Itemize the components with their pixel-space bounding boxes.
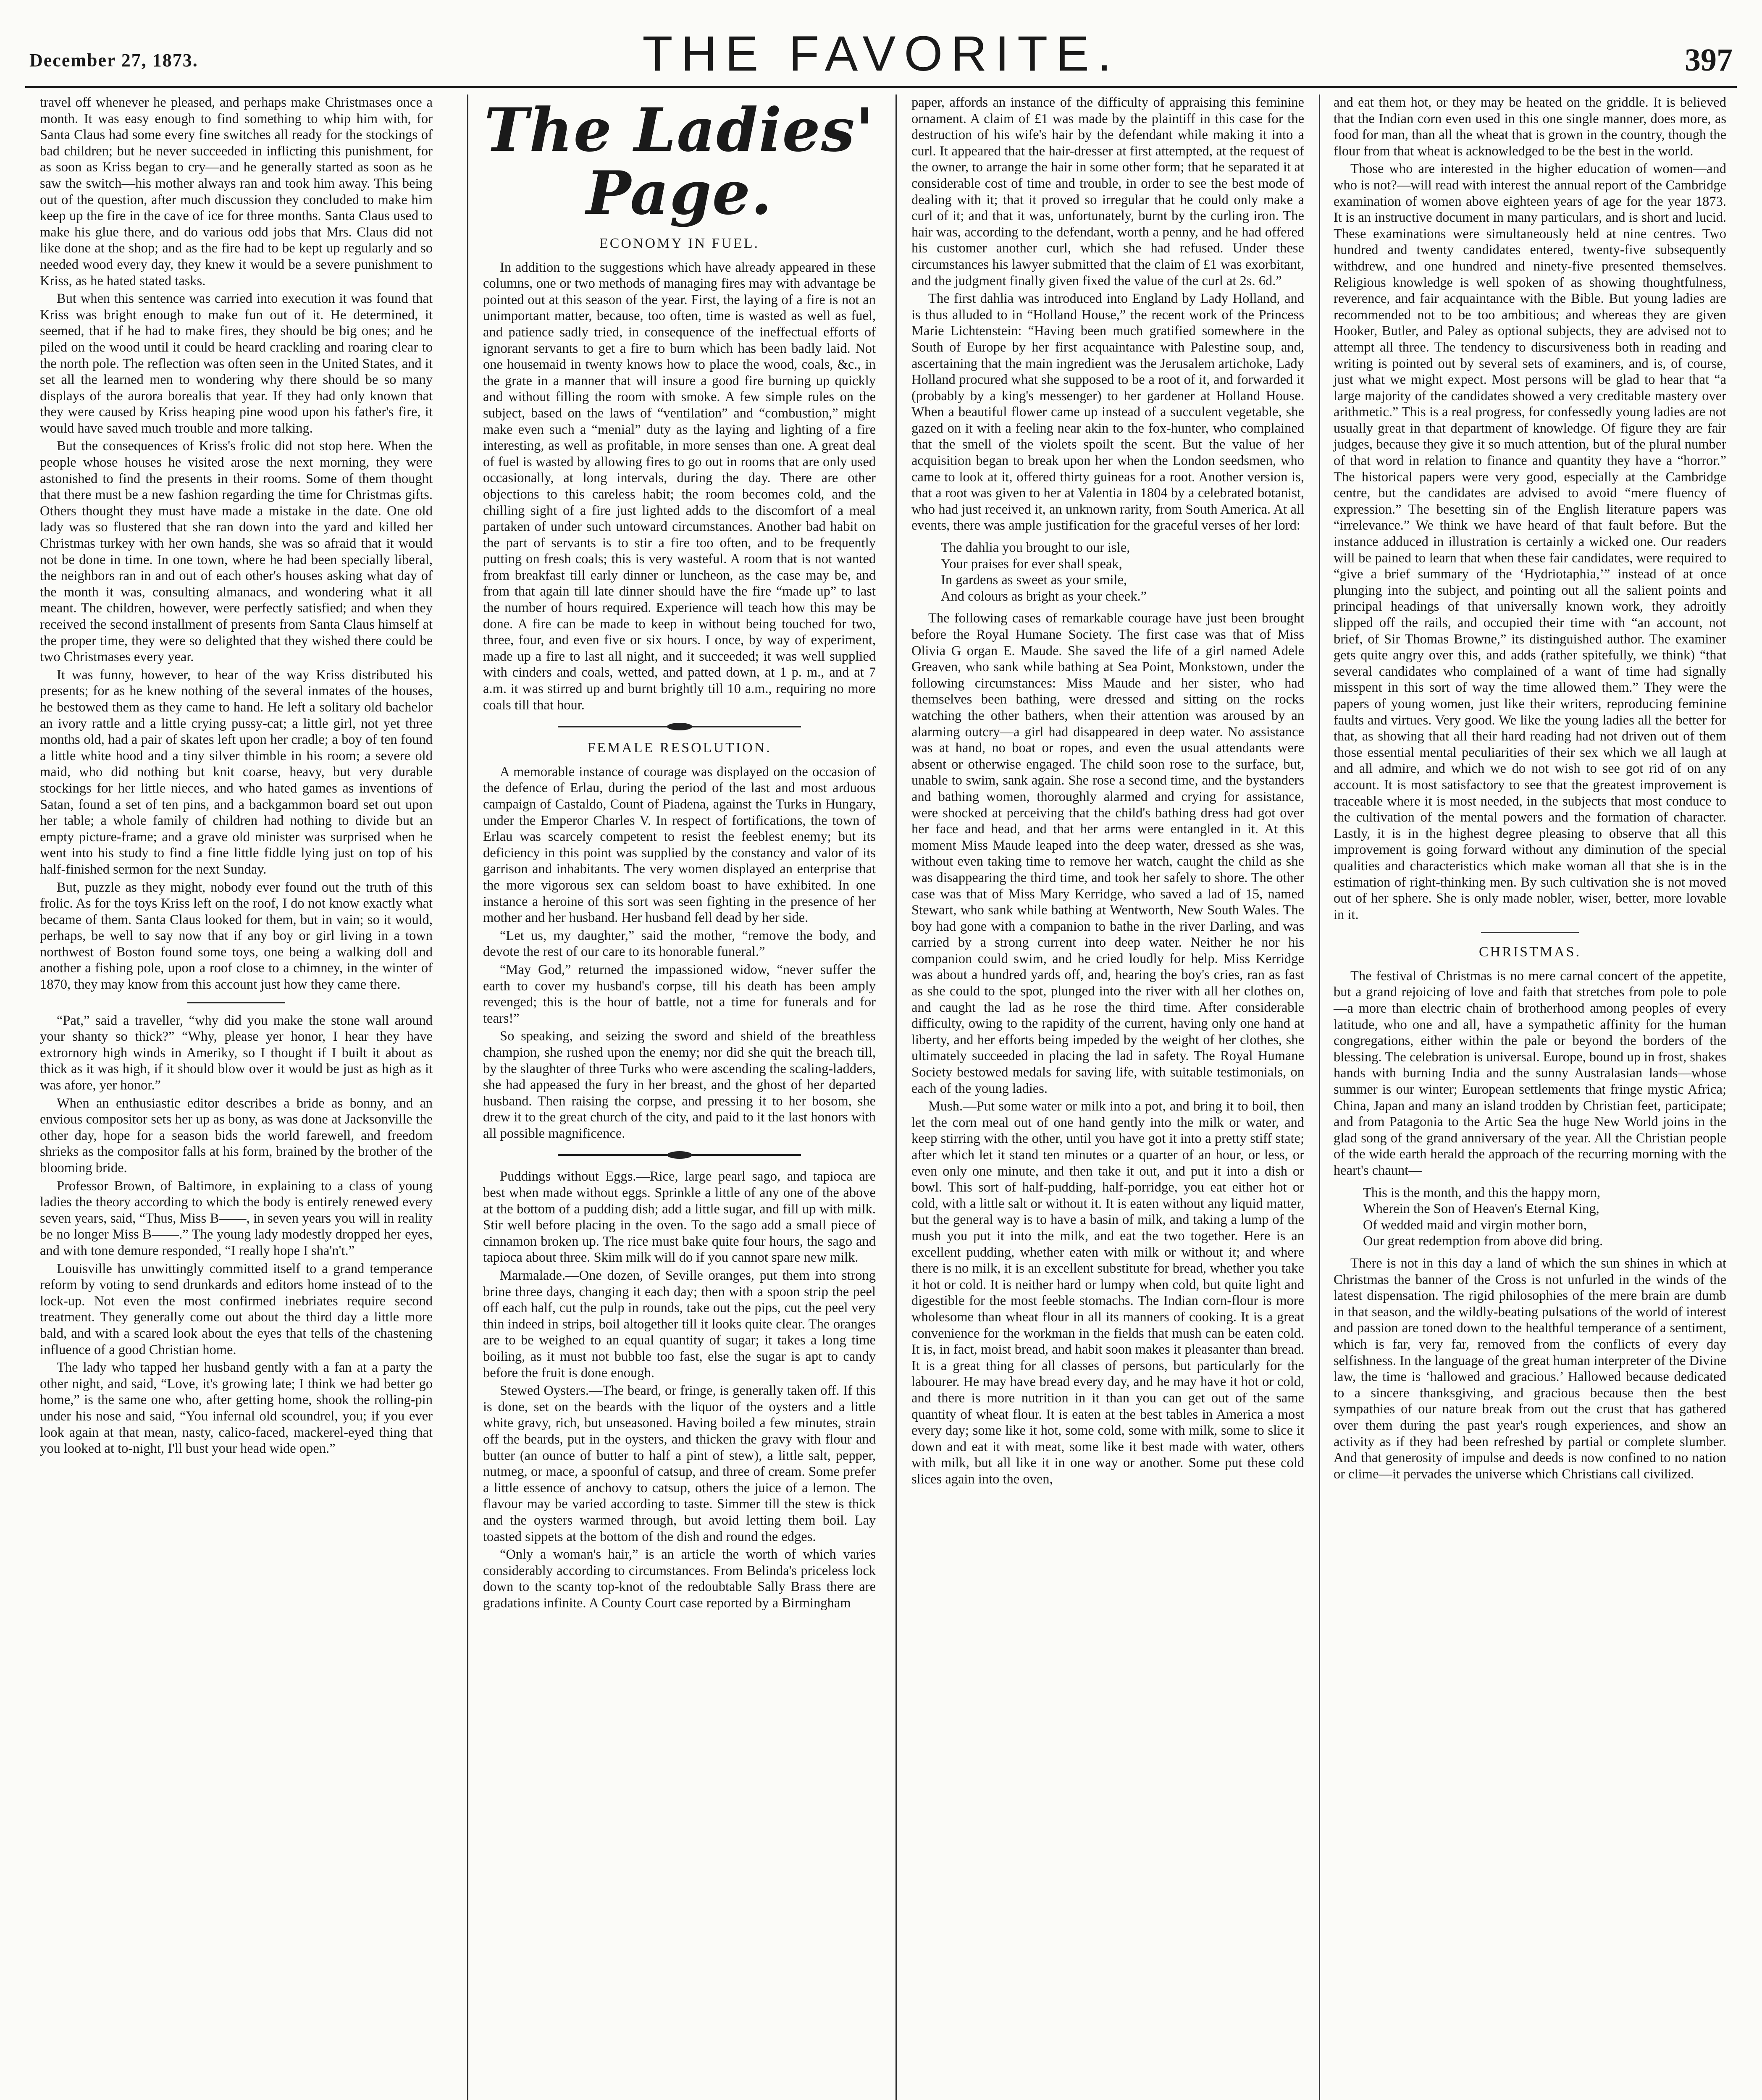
ladies-page-title: The Ladies' Page. — [484, 95, 875, 228]
female-resolution-heading: FEMALE RESOLUTION. — [587, 740, 772, 756]
ornamental-rule — [558, 726, 801, 727]
economy-heading: ECONOMY IN FUEL. — [599, 236, 759, 251]
page-number: 397 — [1685, 42, 1733, 78]
recipe-stewed-oysters: Stewed Oysters.—The beard, or fringe, is generally taken off. If this is done, set on the beards with the liquor of the oysters and a little white gravy, rich, but unseasoned. Having boiled a few minutes, strain off the beards, put in the oysters, and thicken the gravy with flour and butter (an ounce of butter to half a pint of stew), a little salt, pepper, nutmeg, or mace, a spoonful of catsup, and three of cream. Some prefer a little essence of anchovy to catsup, others the juice of a lemon. The flavour may be varied according to taste. Simmer till the stew is thick and the oysters warmed through, but avoid letting them boil. Lay toasted sippets at the bottom of the dish and round the edges. — [483, 1383, 876, 1544]
womans-hair-paragraph: “Only a woman's hair,” is an article the worth of which varies considerably according to circumstances. From Belinda's priceless lock down to the scanty top-knot of the redoubtable Sally Brass there are gradations infinite. A County Court case reported by a Birmingham — [483, 1547, 876, 1611]
humane-society-paragraph: The following cases of remarkable courage have just been brought before the Royal Humane Society. The first case was that of Miss Olivia G organ E. Maude. She saved the life of a girl named Adele Greaven, who sank while bathing at Sea Point, Monkstown, under the following circumstances: Miss Maude and her sister, who had themselves been bathing, were dressed and sitting on the rocks watching the other bathers, when their attention was aroused by an alarming outcry—a girl had disappeared in deep water. No assistance was at hand, no boat or ropes, and even the usual attendants were absent or otherwise engaged. The child soon rose to the surface, but, unable to swim, sank again. She rose a second time, and the bystanders and bathing women, thoroughly alarmed and crying for assistance, were shocked at perceiving that the child's bathing dress had got over her face and head, and that her arms were entangled in it. At this moment Miss Maude leaped into the deep water, dressed as she was, without even taking time to remove her watch, caught the child as she was disappearing the third time, and took her safely to shore. The other case was that of Miss Mary Kerridge, who saved a lad of 15, named Stewart, who sank while bathing at Wentworth, New South Wales. The boy had gone with a companion to bathe in the river Darling, and was carried by a strong current into deep water. Neither he nor his companion could swim, and he cried loudly for help. Miss Kerridge was about a hundred yards off, and, hearing the boy's cries, ran as fast as she could to the spot, plunged into the river with all her clothes on, and caught the lad as he rose the third time. After considerable difficulty, owing to the rapidity of the current, having only one hand at liberty, and her efforts being impeded by the weight of her clothes, she ultimately succeeded in placing the lad in safety. The Royal Humane Society bestowed medals for saving life, with suitable testimonials, on each of the young ladies. — [911, 611, 1304, 1096]
verse-line: The dahlia you brought to our isle, — [941, 540, 1130, 556]
dahlia-paragraph: The first dahlia was introduced into England by Lady Holland, and is thus alluded to in “Holland House,” the recent work of the Princess Marie Lichtenstein: “Having been much gratified somewhere in the South of Europe by her first acquaintance with Palestine soup, and, ascertaining that the main ingredient was the Jerusalem artichoke, Lady Holland procured what she supposed to be a root of it, and forwarded it (probably by a king's messenger) to her gardener at Holland House. When a beautiful flower came up instead of a succulent vegetable, she gazed on it with a feeling near akin to the fox-hunter, who complained that the smell of the violets spoilt the scent. But the value of her acquisition began to break upon her when the London seedsmen, who came to look at it, offered thirty guineas for a root. Another version is, that a root was given to her at Valentia in 1804 by a celebrated botanist, who had just received it, an unknown rarity, from South America. At all events, there was ample justification for the graceful verses of her lord: — [911, 291, 1304, 533]
verse-line: Wherein the Son of Heaven's Eternal King, — [1363, 1201, 1599, 1217]
mush-continued-paragraph: and eat them hot, or they may be heated on the griddle. It is believed that the Indian corn even used in this one single manner, does more, as food for man, than all the wheat that is grown in the country, though the flour from that wheat is acknowledged to be the best in the world. — [1334, 95, 1726, 159]
anecdote-editor: When an enthusiastic editor describes a bride as bonny, and an envious compositor sets her up as bony, as was done at Jacksonville the other day, hope for a season bids the world farewell, and freedom shrieks as the compositor falls at his form, brained by the brother of the blooming bride. — [40, 1095, 433, 1176]
verse-line: And colours as bright as your cheek.” — [941, 588, 1147, 604]
female-resolution-paragraph: A memorable instance of courage was displayed on the occasion of the defence of Erlau, during the period of the last and most arduous campaign of Castaldo, Count of Piadena, against the Turks in Hungary, under the Emperor Charles V. In respect of fortifications, the town of Erlau was scarcely competent to resist the feeblest enemy; but its deficiency in this point was supplied by the constancy and valor of its garrison and inhabitants. The very women displayed an enterprise that the more vigorous sex can seldom boast to have exhibited. In one instance a heroine of this sort was seen fighting in the presence of her mother and her husband. Her husband fell dead by her side. — [483, 764, 876, 926]
anecdote-lady-fan: The lady who tapped her husband gently with a fan at a party the other night, and said, “Love, it's growing late; I think we had better go home,” is the same one who, after getting home, shook the rolling-pin under his nose and said, “You infernal old scoundrel, you; if you ever look again at that mean, nasty, calico-faced, mackerel-eyed thing that you looked at to-night, I'll bust your head wide open.” — [40, 1360, 433, 1457]
column-divider — [1319, 94, 1320, 2100]
newspaper-title: THE FAVORITE. — [642, 26, 1120, 81]
column-1 — [40, 94, 433, 1457]
kriss-story-paragraph: But when this sentence was carried into execution it was found that Kriss was bright enough to make fun out of it. He determined, it seemed, that if he had to make fires, they should be big ones; and he piled on the wood until it could be heard crackling and roaring clear to the north pole. The reflection was often seen in the United States, and it set all the learned men to wondering why there should be so many displays of the aurora borealis that year. If they had only known that they were caused by Kriss heaping pine wood upon his father's fire, it would have saved much trouble and more talking. — [40, 291, 433, 436]
dahlia-verse — [941, 540, 1304, 604]
economy-paragraph: In addition to the suggestions which have already appeared in these columns, one or two methods of managing fires may with advantage be pointed out at this season of the year. First, the laying of a fire is not an unimportant matter, because, too often, time is wasted as well as fuel, and patience sadly tried, in consequence of the ineffectual efforts of ignorant servants to get a fire to burn which has been badly laid. Not one housemaid in twenty knows how to place the wood, coals, &c., in the grate in a manner that will insure a good fire burning up quickly and without filling the room with smoke. A few simple rules on the subject, based on the laws of “ventilation” and “combustion,” might make even such a “menial” duty as the laying and lighting of a fire interesting, as well as profitable, in more senses than one. A great deal of fuel is wasted by allowing fires to go out in rooms that are only used occasionally, at long intervals, during the day. There are other objections to this careless habit; the room becomes cold, and the chilling sight of a fire just lighted adds to the discomfort of a meal partaken of under such untoward circumstances. Another bad habit on the part of servants is to stir a fire too often, and to be frequently putting on fresh coals; this is very wasteful. A room that is not wanted from breakfast till early dinner or luncheon, as the case may be, and from that again till late dinner should have the fire “made up” to last the number of hours required. Experience will teach how this may be done. A fire can be made to keep in without being touched for two, three, four, and even five or six hours. I once, by way of experiment, made up a fire to last all night, and it succeeded; it was well supplied with cinders and coals, wetted, and patted down, at 1 p. m., and at 7 a.m. it was stirred up and burnt brightly till 10 a.m., requiring no more coals till that hour. — [483, 260, 876, 713]
christmas-paragraph: The festival of Christmas is no mere carnal concert of the appetite, but a grand rejoicing of love and faith that stretches from pole to pole—a more than electric chain of brotherhood among peoples of every latitude, who one and all, have a sympathetic affinity for the human congregations, either within the pale or beyond the borders of the blessing. The celebration is universal. Europe, bound up in frost, shakes hands with burning India and the sunny Australasian lands—whose summer is our winter; European settlements that fringe mystic Africa; China, Japan and many an island trodden by Christian feet, participate; and from Patagonia to the Artic Sea the huge New World joins in the glad song of the grand anniversary of the year. All the Christian people of the wide earth herald the approach of the recurring morning with the heart's chaunt— — [1334, 968, 1726, 1178]
verse-line: In gardens as sweet as your smile, — [941, 572, 1127, 588]
masthead-rule — [25, 86, 1737, 88]
female-resolution-paragraph: So speaking, and seizing the sword and shield of the breathless champion, she rushed upon the enemy; nor did she quit the breach till, by the slaughter of three Turks who were ascending the scaling-ladders, she had appeased the fury in her breast, and the ghost of her departed husband. Then raising the corpse, and pressing it to her bosom, she drew it to the great church of the city, and paid to it the last honors with all possible magnificence. — [483, 1029, 876, 1141]
kriss-story-paragraph: travel off whenever he pleased, and perhaps make Christmases once a month. It was easy enough to find something to whip him with, for Santa Claus had some every fine switches all ready for the stockings of bad children; but he never succeeded in inflicting this punishment, for as soon as Kriss began to cry—and he generally started as soon as he saw the switch—his mother always ran and took him away. This being out of the question, after much discussion they concluded to make him keep up the fire in the cave of ice for three months. Santa Claus used to make his glue there, and do various odd jobs that Mrs. Claus did not like done at the shop; and as the fire had to be kept up regularly and so needed wood every day, they knew it would be a severe punishment to Kriss, as he hated stated tasks. — [40, 95, 433, 289]
female-resolution-paragraph: “Let us, my daughter,” said the mother, “remove the body, and devote the rest of our care to its honorable funeral.” — [483, 928, 876, 960]
column-divider — [467, 94, 468, 2100]
column-2 — [483, 94, 876, 1612]
kriss-story-paragraph: But, puzzle as they might, nobody ever found out the truth of this frolic. As for the toys Kriss left on the roof, I do not know exactly what became of them. Santa Claus looked for them, but in vain; so it would, perhaps, be well to say now that if any boy or girl living in a town northwest of Boston found some toys, one being a walking doll and another a fishing pole, upon a roof close to a chimney, in the winter of 1870, they may know from this account just how they came there. — [40, 879, 433, 992]
anecdote-louisville: Louisville has unwittingly committed itself to a grand temperance reform by voting to send drunkards and editors home instead of to the lock-up. Not even the most confirmed inebriates require second treatment. They generally come out about the third day a little more bald, and with a scared look about the eyes that tells of the chastening influence of a good Christian home. — [40, 1261, 433, 1357]
christmas-verse — [1363, 1185, 1726, 1250]
separator-rule — [1481, 932, 1579, 933]
recipe-puddings: Puddings without Eggs.—Rice, large pearl sago, and tapioca are best when made without eggs. Sprinkle a little of any one of the above at the bottom of a pudding dish; add a little sugar, and fill up with milk. Stir well before placing in the oven. To the sago add a small piece of cinnamon broken up. The rice must bake quite four hours, the sago and tapioca about three. Skim milk will do if you cannot spare new milk. — [483, 1169, 876, 1265]
christmas-paragraph: There is not in this day a land of which the sun shines in which at Christmas the banner of the Cross is not unfurled in the winds of the latest dispensation. The rigid philosophies of the mere brain are dumb in that season, and the wildly-beating pulsations of the world of interest and passion are toned down to the healthful temperance of a sentiment, which is far, very far, removed from the conflicts of every day selfishness. In the language of the great human interpreter of the Divine law, the time is ‘hallowed and gracious.’ Hallowed because dedicated to a sincere thanksgiving, and gracious because then the best sympathies of our nature break from out the crust that has gathered over them during the past year's rough experiences, and show an activity as if they had been refreshed by partial or complete slumber. And that generosity of impulse and deeds is now confined to no nation or clime—it pervades the universe which Christians call civilized. — [1334, 1255, 1726, 1482]
verse-line: This is the month, and this the happy morn, — [1363, 1185, 1601, 1200]
column-3 — [911, 94, 1304, 1487]
christmas-heading: CHRISTMAS. — [1478, 944, 1581, 960]
masthead — [25, 17, 1737, 80]
separator-rule — [187, 1002, 286, 1003]
recipe-mush: Mush.—Put some water or milk into a pot, and bring it to boil, then let the corn meal out of one hand gently into the milk or water, and keep stirring with the other, until you have got it into a pretty stiff state; after which let it stand ten minutes or a quarter of an hour, or less, or even only one minute, and then take it out, and put it into a dish or bowl. This sort of half-pudding, half-porridge, you eat either hot or cold, with a little salt or without it. It is eaten without any liquid matter, but the general way is to have a basin of milk, and taking a lump of the mush you put it into the milk, and eat the two together. Here is an excellent pudding, whether eaten with milk or without it; and where there is no milk, it is an excellent substitute for bread, whether you take it hot or cold. It is neither hard or lumpy when cold, but quite light and digestible for the most feeble stomachs. The Indian corn-flour is more wholesome than wheat flour in all its manners of cooking. It is a great convenience for the workman in the fields that mush can be eaten cold. It is, in fact, moist bread, and habit soon makes it pleasanter than bread. It is a great thing for all classes of persons, but particularly for the labourer. He may have bread every day, and he may have it hot or cold, and there is more nutrition in it than you can get out of the same quantity of wheat flour. It is eaten at the best tables in America a most every day; some like it hot, some cold, some with milk, some to slice it down and eat it with meat, some like it best made with water, others with milk, but all like it in one way or another. Some put these cold slices again into the oven, — [911, 1099, 1304, 1487]
verse-line: Our great redemption from above did bring. — [1363, 1234, 1603, 1249]
issue-date: December 27, 1873. — [29, 50, 198, 71]
verse-line: Your praises for ever shall speak, — [941, 556, 1122, 572]
kriss-story-paragraph: It was funny, however, to hear of the way Kriss distributed his presents; for as he knew nothing of the several inmates of the houses, he bestowed them as they came to hand. He left a solitary old bachelor an ivory rattle and a little crying pussy-cat; a little girl, not yet three months old, had a pair of skates left upon her cradle; a boy of ten found a little white hood and a tiny silver thimble in his room; a severe old maid, who did nothing but knit coarse, heavy, but very durable stockings for her little nieces, and who hated games as inventions of Satan, found a set of ten pins, and a backgammon board set out upon her table; a whole family of children had nothing to divide but an empty picture-frame; and a grave old minister was surprised when he went into his study to find a fine little fiddle lying just on top of his half-finished sermon for the next Sunday. — [40, 667, 433, 877]
anecdote-professor: Professor Brown, of Baltimore, in explaining to a class of young ladies the theory according to which the body is entirely renewed every seven years, said, “Thus, Miss B——, in seven years you will in reality be no longer Miss B——.” The young lady modestly dropped her eyes, and with tone demure responded, “I really hope I sha'n't.” — [40, 1178, 433, 1258]
column-divider — [895, 94, 897, 2100]
ornamental-rule — [558, 1154, 801, 1156]
verse-line: Of wedded maid and virgin mother born, — [1363, 1217, 1587, 1233]
cambridge-examination-paragraph: Those who are interested in the higher education of women—and who is not?—will read with interest the annual report of the Cambridge examination of women above eighteen years of age for the year 1873. It is an instructive document in many particulars, and is short and lucid. These examinations were simultaneously held at nine centres. Two hundred and twenty candidates entered, twenty-five subsequently withdrew, and one hundred and ninety-five presented themselves. Religious knowledge is well spoken of as showing thoughtfulness, reverence, and fair acquaintance with the Bible. But young ladies are recommended not to be too ambitious; and whereas they are given Hooker, Butler, and Paley as optional subjects, they are advised not to attempt all three. The tendency to discursiveness both in reading and writing is pointed out by several sets of examiners, and is, of course, just what we might expect. Most persons will be glad to hear that “a large majority of the candidates showed a very creditable mastery over arithmetic.” This is a real progress, for confessedly young ladies are not usually great in that department of knowledge. Of figure they are fair judges, because they give it so much attention, but of the plural number of that word in relation to finance and quantity they have a “horror.” The historical papers were very good, especially at the Cambridge centre, but the candidates are advised to avoid “mere fluency of expression.” The besetting sin of the English literature papers was “irrelevance.” We think we have heard of that fault before. But the instance adduced in illustration is certainly a wicked one. Our readers will be pained to learn that when these fair candidates, were required to “give a brief summary of the ‘Hydriotaphia,’” instead of at once plunging into the subject, and pointing out all the salient points and principal headings of that universally known work, they adroitly slipped off the rails, and occupied their time with “an account, not brief, of Sir Thomas Browne,” its distinguished author. The examiner gets quite angry over this, and adds (rather spitefully, we think) “that several candidates who complained of a want of time had signally misspent in this sort of way the time allowed them.” They were the papers of young women, just like their writers, reproducing feminine faults and virtues. Very good. We like the young ladies all the better for that, as showing that all their hard reading had not driven out of them those essential mental peculiarities of their sex which we all laugh at and all admire, and which we do not wish to see got rid of on any account. It is most satisfactory to see that the greatest improvement is traceable where it is most needed, in the subjects that most conduce to the cultivation of the mental powers and the formation of character. Lastly, it is in the highest degree pleasing to observe that all this improvement is going forward without any diminution of the special qualities and characteristics which make woman all that she is in the estimation of right-thinking men. By such cultivation she is not moved out of her sphere. She is only made nobler, wiser, better, more lovable in it. — [1334, 161, 1726, 922]
recipe-marmalade: Marmalade.—One dozen, of Seville oranges, put them into strong brine three days, changing it each day; then with a spoon strip the peel off each half, cut the pulp in rounds, take out the pips, cut the peel very thin indeed in strips, boil altogether till it looks quite clear. The oranges are to be weighed to an equal quantity of sugar; it takes a long time boiling, as it must not bubble too fast, else the sugar is apt to candy before the fruit is done enough. — [483, 1268, 876, 1381]
hair-case-paragraph: paper, affords an instance of the difficulty of appraising this feminine ornament. A claim of £1 was made by the plaintiff in this case for the destruction of his wife's hair by the defendant while making it into a curl. It appeared that the hair-dresser at first attempted, at the request of the owner, to arrange the hair in some other form; that he separated it at considerable cost of time and trouble, in order to see the best mode of dealing with it; that it proved so irregular that he could only make a curl of it; and that it was, unfortunately, burnt by the curling iron. The hair was, according to the defendant, worth a penny, and he had offered his customer another curl, which she had refused. Under these circumstances his lawyer submitted that the claim of £1 was exorbitant, and the judgment finally given fixed the value of the curl at 2s. 6d.” — [911, 95, 1304, 289]
female-resolution-paragraph: “May God,” returned the impassioned widow, “never suffer the earth to cover my husband's corpse, till his death has been amply revenged; this is the hour of battle, not a time for funerals and for tears!” — [483, 962, 876, 1026]
anecdote-pat: “Pat,” said a traveller, “why did you make the stone wall around your shanty so thick?” “Why, please yer honor, I hear they have extrornory high winds in Ameriky, so I thought if I built it about as thick as it was high, if it should blow over it would be just as high as it was afore, yer honor.” — [40, 1013, 433, 1093]
column-4 — [1334, 94, 1726, 1482]
kriss-story-paragraph: But the consequences of Kriss's frolic did not stop here. When the people whose houses he visited arose the next morning, they were astonished to find the presents in their rooms. Some of them thought that there must be a new fashion regarding the time for Christmas gifts. Others thought they must have made a mistake in the date. One old lady was so flustered that she ran down into the yard and killed her Christmas turkey with her own hands, she was so afraid that it would not be done in time. In one town, where he had been specially liberal, the neighbors ran in and out of each other's houses asking what day of the month it was, consulting almanacs, and wondering what it all meant. The children, however, were perfectly satisfied; and when they received the second installment of presents from Santa Claus himself at the proper time, they were so delighted that they wished there could be two Christmases every year. — [40, 438, 433, 665]
